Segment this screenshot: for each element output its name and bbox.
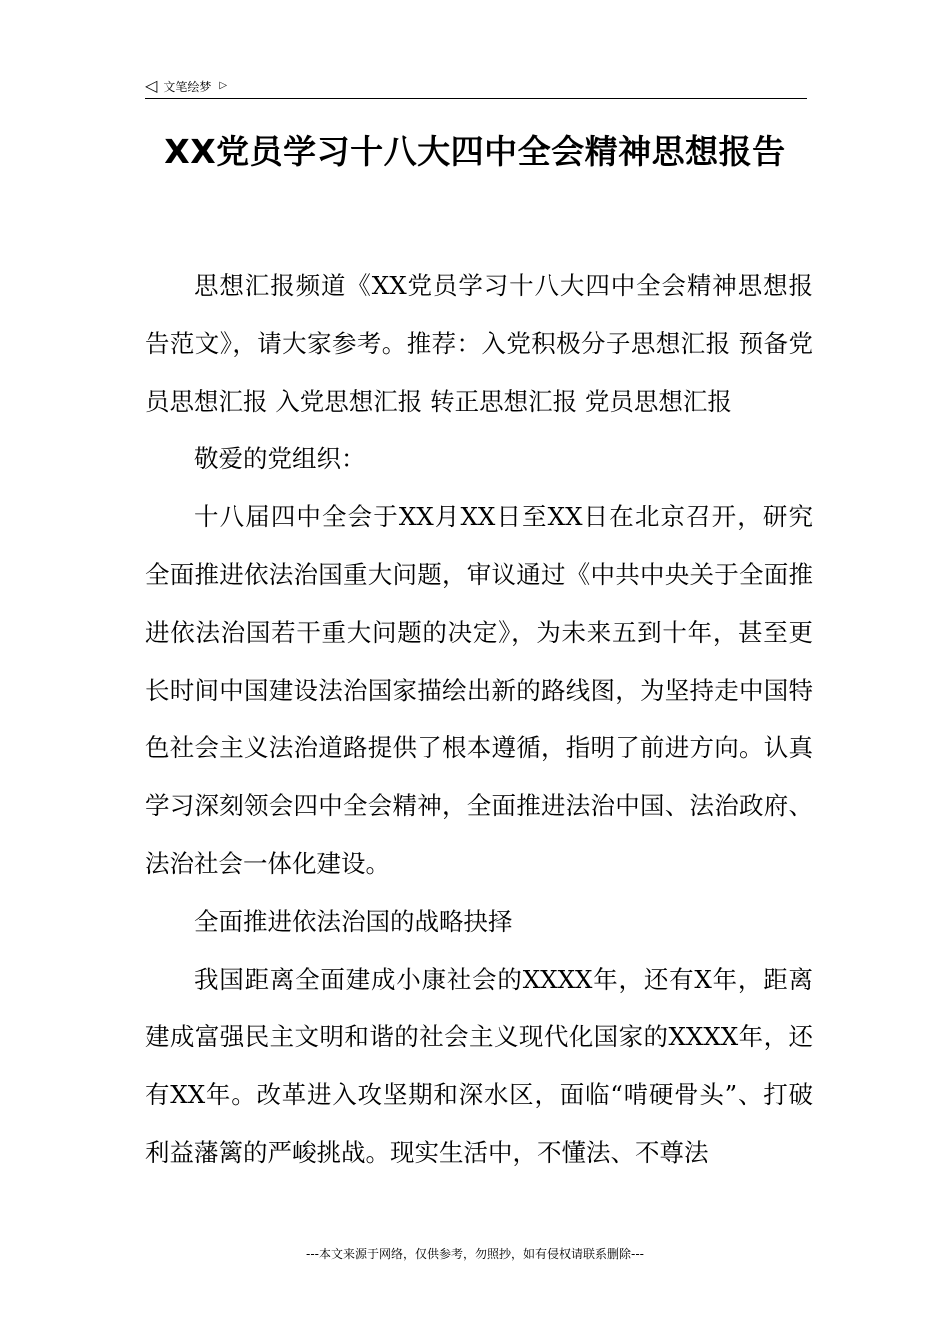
triangle-left-icon: ◁ [145,76,158,95]
intro-paragraph: 思想汇报频道《XX党员学习十八大四中全会精神思想报告范文》，请大家参考。推荐：入党积极分子思想汇报 预备党员思想汇报 入党思想汇报 转正思想汇报 党员思想汇报 [145,271,813,416]
document-body [145,257,813,1182]
body-paragraph: 十八届四中全会于XX月XX日至XX日在北京召开，研究全面推进依法治国重大问题，审议通过《中共中央关于全面推进依法治国若干重大问题的决定》，为未来五到十年，甚至更长时间中国建设法治国家描绘出新的路线图，为坚持走中国特色社会主义法治道路提供了根本遵循，指明了前进方向。认真学习深刻领会四中全会精神，全面推进法治中国、法治政府、法治社会一体化建设。 [145,502,813,878]
salutation: 敬爱的党组织： [194,444,366,474]
header-divider [145,98,807,99]
triangle-right-icon: ▷ [219,80,228,91]
header-text: 文笔绘梦 [163,79,212,94]
page-footer: ---本文来源于网络，仅供参考，勿照抄，如有侵权请联系删除--- [306,1247,644,1261]
document-title: XX党员学习十八大四中全会精神思想报告 [164,132,786,171]
body-paragraph: 我国距离全面建成小康社会的XXXX年，还有X年，距离建成富强民主文明和谐的社会主义现代化国家的XXXX年，还有XX年。改革进入攻坚期和深水区，面临“啃硬骨头”、打破利益藩篱的严峻挑战。现实生活中，不懂法、不尊法 [145,964,813,1167]
page-header [145,74,806,98]
section-heading: 全面推进依法治国的战略抉择 [194,906,513,936]
